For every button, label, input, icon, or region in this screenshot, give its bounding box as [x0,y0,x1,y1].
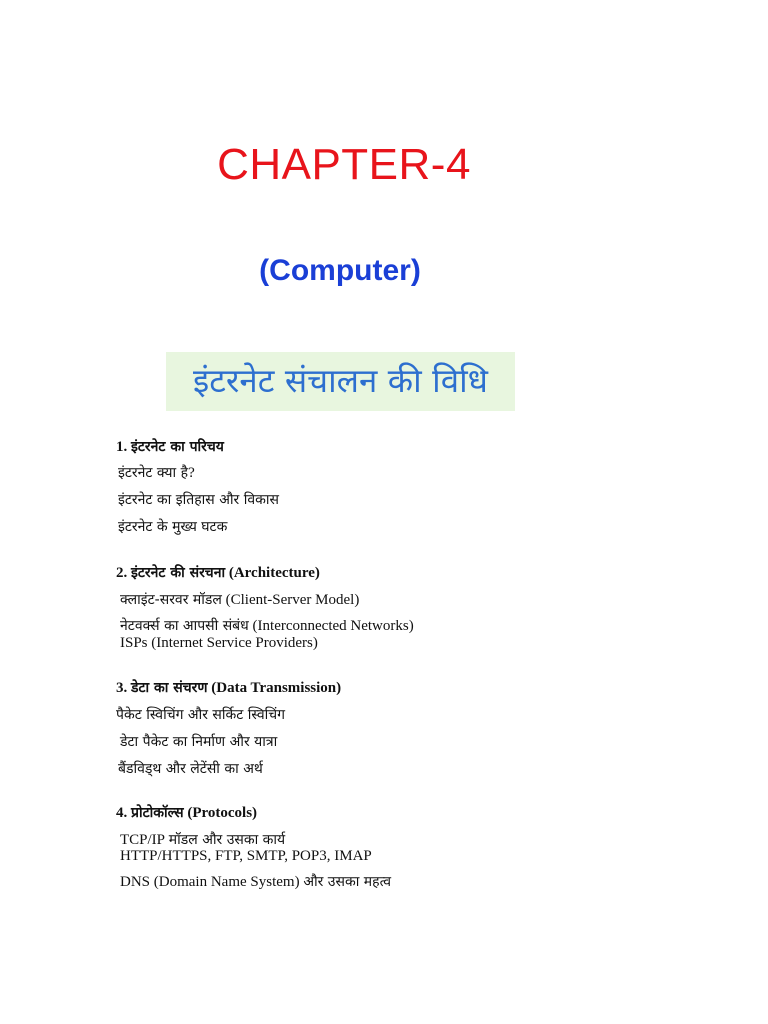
item-text-english: (Client-Server Model) [225,592,360,608]
list-item: इंटरनेट का इतिहास और विकास [118,492,279,508]
item-text-hindi: नेटवर्क्स का आपसी संबंध [120,618,249,634]
item-text-english: DNS (Domain Name System) [120,874,300,890]
item-text-hindi: इंटरनेट क्या है [118,465,189,481]
section-title [116,437,279,457]
section-3 [116,678,341,779]
section-title-english: (Protocols) [187,805,258,821]
section-title [116,803,391,823]
section-4 [116,803,391,892]
list-item [120,633,414,653]
section-title [116,563,414,583]
section-title-hindi: डेटा का संचरण [131,680,208,696]
list-item [118,463,279,483]
section-number: 1. [116,439,128,455]
list-item: डेटा पैकेट का निर्माण और यात्रा [120,734,278,750]
section-title-hindi: इंटरनेट की संरचना [131,565,226,581]
section-title [116,678,341,698]
item-text-english: HTTP/HTTPS, FTP, SMTP, POP3, IMAP [120,848,372,864]
section-1 [116,437,279,537]
list-item [120,872,391,892]
list-item: बैंडविड्थ और लेटेंसी का अर्थ [118,761,263,777]
list-item: पैकेट स्विचिंग और सर्किट स्विचिंग [116,707,286,723]
section-number: 4. [116,805,128,821]
item-text-hindi: मॉडल और उसका कार्य [168,832,286,848]
list-item: इंटरनेट के मुख्य घटक [118,519,228,535]
topic-title: इंटरनेट संचालन की विधि [193,361,488,400]
chapter-heading: CHAPTER-4 [217,140,471,189]
subject-heading: (Computer) [259,254,421,287]
section-number: 3. [116,680,128,696]
list-item [120,590,414,610]
section-title-hindi: प्रोटोकॉल्स [131,805,184,821]
section-2 [116,563,414,653]
item-text-english: (Interconnected Networks) [252,618,414,634]
item-text-hindi: और उसका महत्व [303,874,392,890]
list-item [120,846,391,866]
item-text-hindi: क्लाइंट-सरवर मॉडल [120,592,222,608]
section-title-english: (Architecture) [228,565,320,581]
item-text-english: ISPs (Internet Service Providers) [120,635,318,651]
section-title-hindi: इंटरनेट का परिचय [131,439,224,455]
item-text-english: TCP/IP [120,832,166,848]
section-number: 2. [116,565,128,581]
item-text-english: ? [188,465,195,481]
section-title-english: (Data Transmission) [211,680,342,696]
